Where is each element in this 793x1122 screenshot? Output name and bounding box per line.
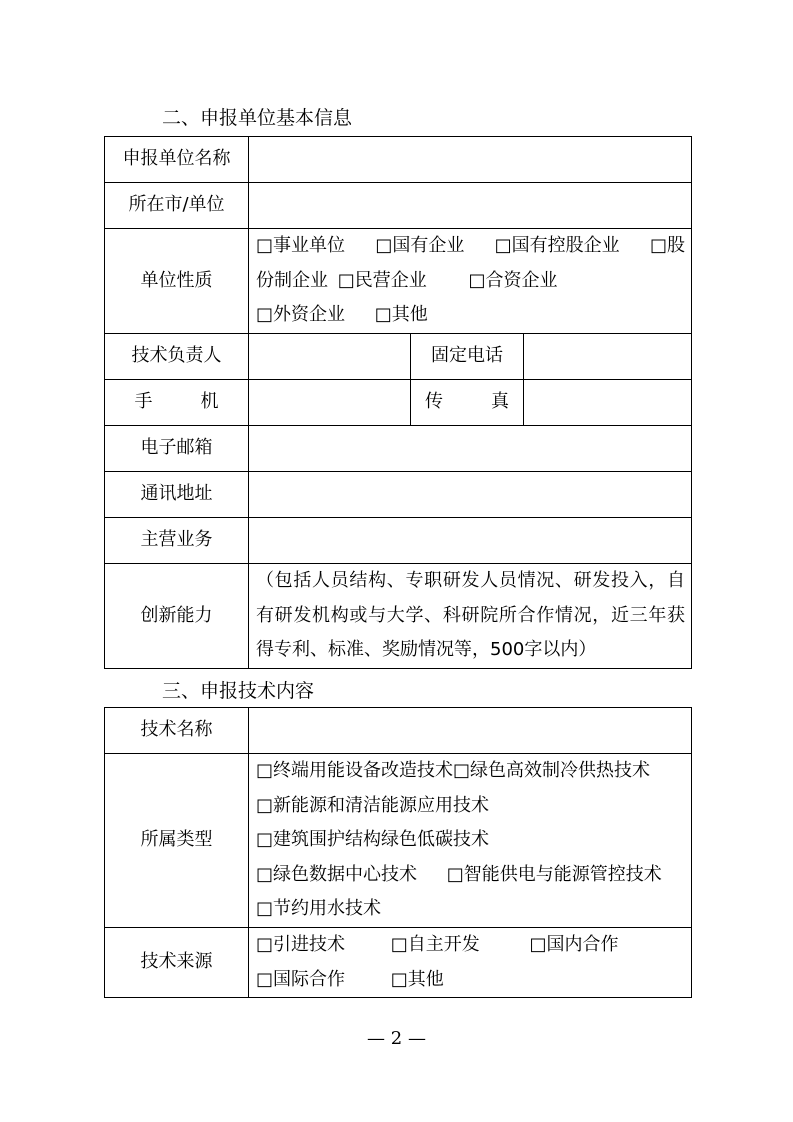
- source-option-imported[interactable]: □引进技术: [256, 934, 346, 955]
- row-source: [105, 928, 692, 998]
- nature-option-state-controlled[interactable]: □国有控股企业: [494, 235, 620, 257]
- section-2-heading: 二、申报单位基本信息: [162, 107, 353, 129]
- innovation-label: 创新能力: [105, 564, 249, 669]
- section-3-heading: 三、申报技术内容: [162, 680, 315, 702]
- row-address: [105, 472, 692, 518]
- unit-nature-label: 单位性质: [105, 229, 249, 334]
- main-business-label: 主营业务: [105, 518, 249, 564]
- category-options: [249, 754, 692, 928]
- tech-lead-label: 技术负责人: [105, 334, 249, 380]
- category-option-building-envelope[interactable]: □建筑围护结构绿色低碳技术: [256, 829, 490, 851]
- address-field[interactable]: [249, 472, 692, 518]
- row-category: [105, 754, 692, 928]
- nature-option-public-institution[interactable]: □事业单位: [256, 235, 346, 257]
- fax-label: 传 真: [411, 380, 524, 426]
- row-unit-nature: [105, 229, 692, 334]
- row-tech-lead: [105, 334, 692, 380]
- page-number: — 2 —: [367, 1028, 426, 1049]
- source-options: [249, 928, 692, 998]
- city-unit-label: 所在市/单位: [105, 183, 249, 229]
- tech-lead-field[interactable]: [249, 334, 411, 380]
- nature-option-private[interactable]: □民营企业: [337, 269, 427, 291]
- unit-nature-options: [249, 229, 692, 334]
- category-option-terminal-equipment[interactable]: □终端用能设备改造技术: [256, 760, 454, 782]
- nature-option-foreign[interactable]: □外资企业: [256, 304, 346, 326]
- source-option-other[interactable]: □其他: [390, 968, 444, 990]
- category-option-data-center[interactable]: □绿色数据中心技术: [256, 863, 418, 885]
- email-label: 电子邮箱: [105, 426, 249, 472]
- category-label: 所属类型: [105, 754, 249, 928]
- source-option-self-developed[interactable]: □自主开发: [390, 934, 480, 955]
- source-option-domestic-coop[interactable]: □国内合作: [529, 934, 619, 955]
- row-city-unit: [105, 183, 692, 229]
- unit-name-field[interactable]: [249, 137, 692, 183]
- main-business-field[interactable]: [249, 518, 692, 564]
- nature-option-joint-stock[interactable]: □股: [649, 235, 685, 257]
- source-label: 技术来源: [105, 928, 249, 998]
- tech-name-field[interactable]: [249, 708, 692, 754]
- nature-option-state-owned[interactable]: □国有企业: [375, 235, 465, 257]
- row-unit-name: [105, 137, 692, 183]
- row-main-business: [105, 518, 692, 564]
- fixed-phone-field[interactable]: [524, 334, 692, 380]
- row-mobile-fax: [105, 380, 692, 426]
- fixed-phone-label: 固定电话: [411, 334, 524, 380]
- category-option-cooling-heating[interactable]: □绿色高效制冷供热技术: [453, 760, 651, 782]
- nature-option-other[interactable]: □其他: [374, 304, 428, 326]
- unit-name-label: 申报单位名称: [105, 137, 249, 183]
- tech-name-label: 技术名称: [105, 708, 249, 754]
- category-option-water-saving[interactable]: □节约用水技术: [256, 898, 382, 920]
- innovation-note[interactable]: （包括人员结构、专职研发人员情况、研发投入，自有研发机构或与大学、科研院所合作情况，近三年获得专利、标准、奖励情况等，500字以内）: [249, 564, 692, 669]
- nature-option-joint-stock-cont: 份制企业: [256, 269, 328, 291]
- nature-option-joint-venture[interactable]: □合资企业: [468, 269, 558, 291]
- category-option-smart-power[interactable]: □智能供电与能源管控技术: [446, 863, 662, 885]
- applicant-info-table: [104, 136, 692, 669]
- mobile-label: 手 机: [105, 380, 249, 426]
- address-label: 通讯地址: [105, 472, 249, 518]
- row-tech-name: [105, 708, 692, 754]
- tech-content-table: [104, 707, 692, 998]
- email-field[interactable]: [249, 426, 692, 472]
- row-innovation: [105, 564, 692, 669]
- mobile-field[interactable]: [249, 380, 411, 426]
- row-email: [105, 426, 692, 472]
- source-option-international-coop[interactable]: □国际合作: [256, 968, 346, 990]
- fax-field[interactable]: [524, 380, 692, 426]
- city-unit-field[interactable]: [249, 183, 692, 229]
- category-option-new-energy[interactable]: □新能源和清洁能源应用技术: [256, 794, 490, 816]
